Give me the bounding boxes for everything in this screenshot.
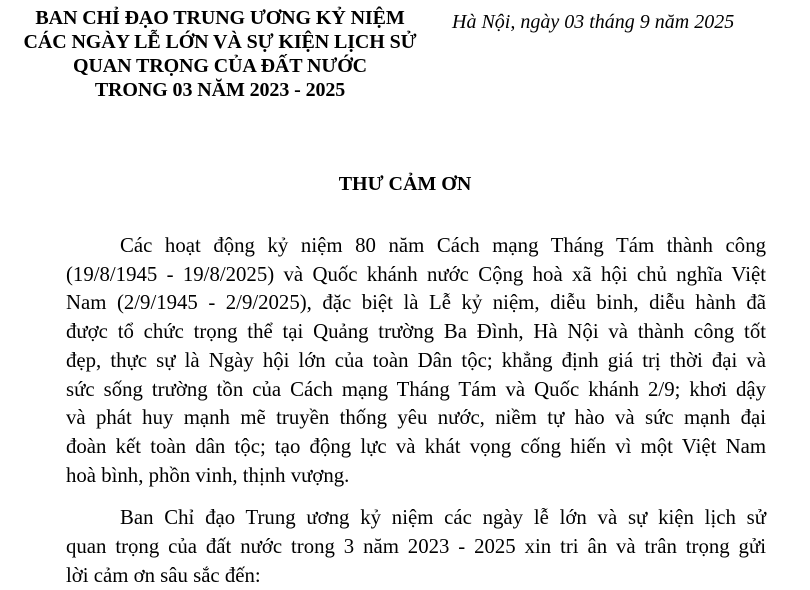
place-and-date: Hà Nội, ngày 03 tháng 9 năm 2025: [452, 11, 735, 33]
paragraph-line: được tổ chức trọng thể tại Quảng trường Ba Đình, Hà Nội và thành công tốt: [66, 320, 766, 344]
issuing-organization: [0, 6, 440, 102]
paragraph-line: và phát huy mạnh mẽ truyền thống yêu nước, niềm tự hào và sức mạnh đại: [66, 406, 766, 430]
paragraph-line: hoà bình, phồn vinh, thịnh vượng.: [66, 463, 350, 487]
paragraph-line: (19/8/1945 - 19/8/2025) và Quốc khánh nước Cộng hoà xã hội chủ nghĩa Việt: [66, 262, 766, 286]
organization-line: CÁC NGÀY LỄ LỚN VÀ SỰ KIỆN LỊCH SỬ: [23, 31, 417, 53]
organization-line: QUAN TRỌNG CỦA ĐẤT NƯỚC: [72, 55, 368, 77]
paragraph: [66, 504, 766, 590]
paragraph-line: quan trọng của đất nước trong 3 năm 2023 - 2025 xin tri ân và trân trọng gửi: [66, 535, 766, 559]
paragraph-line: đẹp, thực sự là Ngày hội lớn của toàn Dân tộc; khẳng định giá trị thời đại và: [66, 348, 766, 372]
paragraph-line: lời cảm ơn sâu sắc đến:: [66, 563, 261, 587]
letter-body: [66, 232, 766, 590]
paragraph-line: sức sống trường tồn của Cách mạng Tháng Tám và Quốc khánh 2/9; khơi dậy: [66, 377, 766, 401]
paragraph-line: Nam (2/9/1945 - 2/9/2025), đặc biệt là Lễ kỷ niệm, diễu binh, diễu hành đã: [66, 291, 766, 315]
document-title: THƯ CẢM ƠN: [338, 173, 472, 195]
paragraph-line: đoàn kết toàn dân tộc; tạo động lực và khát vọng cống hiến vì một Việt Nam: [66, 434, 766, 458]
paragraph-line: Các hoạt động kỷ niệm 80 năm Cách mạng Tháng Tám thành công: [120, 234, 766, 257]
organization-line: BAN CHỈ ĐẠO TRUNG ƯƠNG KỶ NIỆM: [35, 7, 405, 29]
paragraph: [66, 232, 766, 490]
paragraph-line: Ban Chỉ đạo Trung ương kỷ niệm các ngày lễ lớn và sự kiện lịch sử: [120, 506, 766, 530]
organization-line: TRONG 03 NĂM 2023 - 2025: [94, 79, 346, 101]
